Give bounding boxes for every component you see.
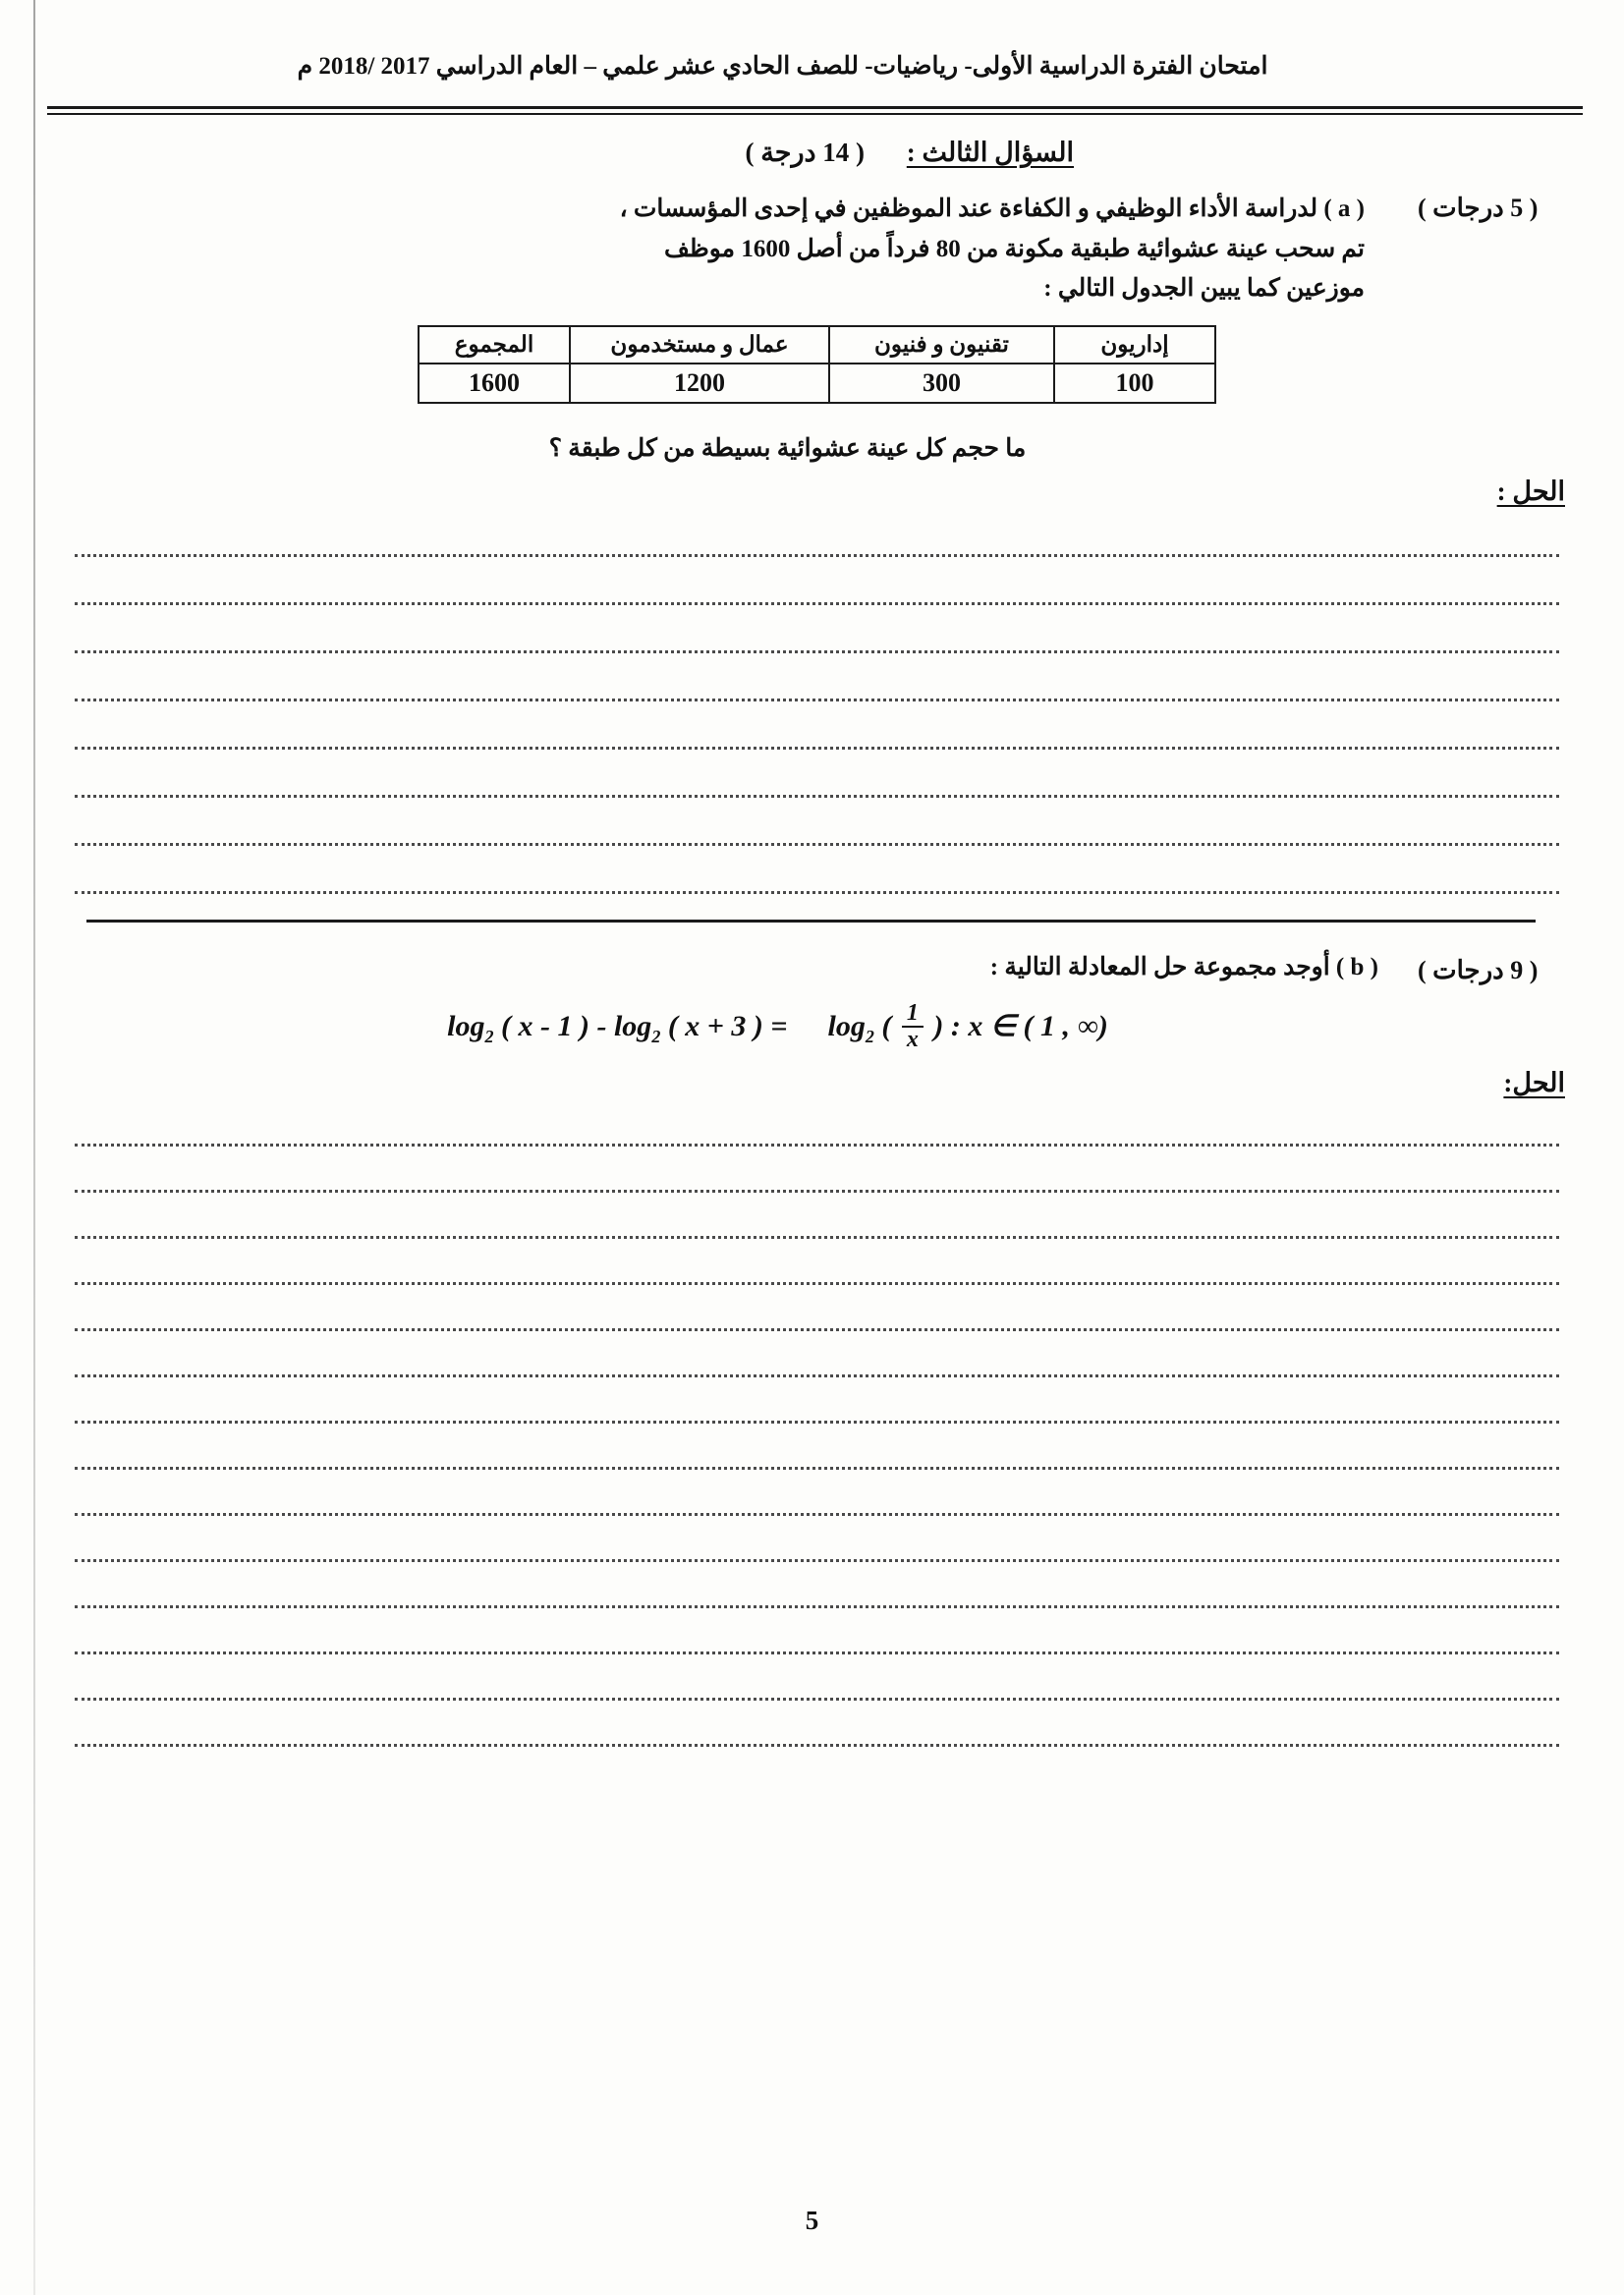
- header-divider-top: [47, 106, 1583, 109]
- answer-line[interactable]: [75, 1377, 1559, 1424]
- table-header-row: [419, 326, 1215, 364]
- answer-line[interactable]: [75, 557, 1559, 605]
- header-title: امتحان الفترة الدراسية الأولى- رياضيات- للصف الحادي عشر علمي – العام الدراسي 2017 /2018 م: [297, 53, 1268, 80]
- table-value-technicians: 300: [829, 364, 1054, 403]
- part-b-text: ( b ) أوجد مجموعة حل المعادلة التالية :: [989, 953, 1378, 980]
- answer-line[interactable]: [75, 1516, 1559, 1562]
- question-title-row: [69, 138, 1565, 168]
- part-b-answer-label: الحل:: [1503, 1067, 1565, 1097]
- exam-content: [69, 138, 1565, 1747]
- part-b-equation: [69, 999, 1565, 1054]
- answer-line[interactable]: [75, 1701, 1559, 1747]
- part-b-answer-area[interactable]: [69, 1100, 1565, 1747]
- equation-base1: 2: [484, 1026, 494, 1046]
- fraction-numerator: 1: [902, 1001, 924, 1028]
- answer-line[interactable]: [75, 750, 1559, 798]
- equation-arg1: ( x - 1 ): [500, 1009, 589, 1042]
- part-a-text: [69, 190, 1365, 309]
- fraction-denominator: x: [906, 1026, 919, 1052]
- part-b-row: [69, 952, 1565, 985]
- question-total-marks: ( 14 درجة ): [745, 138, 866, 167]
- part-a-question: ما حجم كل عينة عشوائية بسيطة من كل طبقة ؟: [548, 434, 1027, 462]
- equation-arg2: ( x + 3 ): [667, 1009, 763, 1042]
- answer-line[interactable]: [75, 846, 1559, 894]
- answer-line[interactable]: [75, 1654, 1559, 1701]
- answer-line[interactable]: [75, 653, 1559, 701]
- table-header-technicians: تقنيون و فنيون: [829, 326, 1054, 364]
- answer-line[interactable]: [75, 798, 1559, 846]
- equation-domain: : x ∈ ( 1 , ∞): [950, 1009, 1108, 1042]
- equation-paren-close: ): [933, 1009, 944, 1042]
- answer-line[interactable]: [75, 1424, 1559, 1470]
- question-title: السؤال الثالث :: [906, 138, 1074, 167]
- part-a-text-line2: تم سحب عينة عشوائية طبقية مكونة من 80 فرداً من أصل 1600 موظف: [663, 235, 1365, 262]
- answer-line[interactable]: [75, 1193, 1559, 1239]
- page-header: [0, 51, 1624, 81]
- part-a-marks: ( 5 درجات ): [1418, 194, 1539, 222]
- answer-line[interactable]: [75, 1331, 1559, 1377]
- equation-base2: 2: [651, 1026, 661, 1046]
- table-header-workers: عمال و مستخدمون: [570, 326, 829, 364]
- answer-line[interactable]: [75, 1285, 1559, 1331]
- header-divider-bottom: [47, 113, 1583, 115]
- stats-table-wrapper: [69, 325, 1565, 404]
- part-a-answer-area[interactable]: [69, 509, 1565, 894]
- section-divider: [86, 920, 1536, 923]
- answer-line[interactable]: [75, 1608, 1559, 1654]
- answer-line[interactable]: [75, 509, 1559, 557]
- equation-paren-open: (: [881, 1009, 892, 1042]
- table-header-admin: إداريون: [1054, 326, 1215, 364]
- part-a-text-line3: موزعين كما يبين الجدول التالي :: [1043, 275, 1365, 302]
- table-header-total: المجموع: [419, 326, 570, 364]
- part-b-marks: ( 9 درجات ): [1418, 955, 1539, 984]
- table-value-row: [419, 364, 1215, 403]
- equation-log1: log: [447, 1009, 485, 1042]
- part-a-text-line1: ( a ) لدراسة الأداء الوظيفي و الكفاءة عند الموظفين في إحدى المؤسسات ،: [619, 196, 1365, 222]
- page-number: 5: [805, 2206, 819, 2235]
- table-value-total: 1600: [419, 364, 570, 403]
- answer-line[interactable]: [75, 605, 1559, 653]
- stats-table: [418, 325, 1216, 404]
- table-value-workers: 1200: [570, 364, 829, 403]
- answer-line[interactable]: [75, 1470, 1559, 1516]
- equation-log2: log: [613, 1009, 652, 1042]
- part-a-answer-label: الحل :: [1496, 476, 1565, 506]
- equation-minus: -: [596, 1009, 607, 1042]
- answer-line[interactable]: [75, 701, 1559, 750]
- table-value-admin: 100: [1054, 364, 1215, 403]
- answer-line[interactable]: [75, 1100, 1559, 1147]
- answer-line[interactable]: [75, 1147, 1559, 1193]
- page-edge-artifact: [33, 0, 35, 2295]
- equation-log3: log: [827, 1009, 866, 1042]
- equation-equals: =: [770, 1009, 788, 1042]
- answer-line[interactable]: [75, 1562, 1559, 1608]
- equation-fraction: [902, 1001, 924, 1052]
- part-a-row: [69, 190, 1565, 309]
- equation-base3: 2: [865, 1026, 874, 1046]
- answer-line[interactable]: [75, 1239, 1559, 1285]
